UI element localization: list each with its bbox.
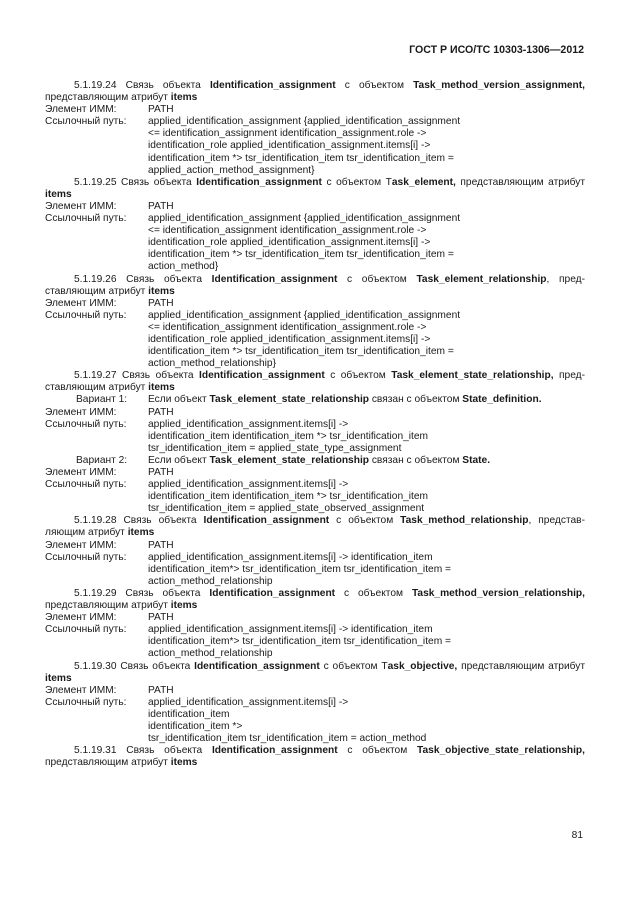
value-line: applied_identification_assignment {applied_identification_assignment [148, 309, 461, 321]
variant-text [148, 455, 585, 467]
field-label: Элемент ИММ: [45, 200, 117, 212]
heading-text: 5.1.19.25 Связь объекта [74, 176, 197, 188]
field-row [45, 467, 585, 479]
heading-text: с объектом [335, 587, 412, 599]
heading-term: Identification_assignment [211, 273, 338, 285]
field-row [45, 419, 585, 455]
field-value [148, 201, 585, 213]
clause-heading [45, 661, 585, 685]
heading-text: представляющим атрибут [45, 600, 171, 612]
value-line: <= identification_assignment identification_assignment.role -> [148, 321, 427, 333]
value-line: action_method_relationship} [148, 358, 277, 370]
heading-text: 5.1.19.31 Связь объекта [74, 745, 212, 757]
field-row [45, 213, 585, 273]
heading-text: пред-ставляющим атрибут [45, 370, 585, 394]
field-label: Ссылочный путь: [45, 309, 127, 321]
value-line: PATH [148, 612, 174, 624]
field-value [148, 685, 585, 697]
field-label: Элемент ИММ: [45, 684, 117, 696]
heading-text: 5.1.19.24 Связь объекта [74, 80, 210, 91]
value-line: PATH [148, 297, 174, 309]
variant-row [45, 455, 585, 467]
value-line: PATH [148, 539, 174, 551]
variant-label: Вариант 1: [76, 394, 128, 406]
field-label: Ссылочный путь: [45, 624, 127, 636]
value-line: applied_identification_assignment {applied_identification_assignment [148, 213, 461, 225]
heading-text: 5.1.19.26 Связь объекта [74, 273, 212, 285]
variant-fragment: Если объект [148, 394, 210, 406]
clause-heading [45, 370, 585, 394]
field-value [148, 116, 585, 176]
heading-text: представляющим атрибут [455, 176, 586, 188]
value-line: action_method} [148, 261, 219, 273]
field-row [45, 685, 585, 697]
field-value [148, 298, 585, 310]
field-label: Ссылочный путь: [45, 696, 127, 708]
field-label: Элемент ИММ: [45, 406, 117, 418]
field-row [45, 479, 585, 515]
value-line: identification_item *> tsr_identification_item tsr_identification_item = [148, 152, 454, 164]
heading-text: 5.1.19.30 Связь объекта [74, 660, 195, 672]
value-line: PATH [148, 200, 174, 212]
heading-term: items [170, 757, 198, 769]
heading-term: ask_element, [391, 176, 456, 188]
heading-term: Task_element_state_relationship, [391, 370, 554, 382]
field-row [45, 552, 585, 588]
heading-text: представляющим атрибут [457, 660, 586, 672]
heading-text: , представ-ляющим атрибут [45, 515, 585, 539]
heading-term: items [45, 672, 72, 684]
heading-term: items [45, 188, 72, 200]
field-value [148, 697, 585, 745]
heading-text: с объектом [337, 273, 417, 285]
variant-text [148, 394, 585, 406]
field-value [148, 407, 585, 419]
field-value [148, 419, 585, 455]
value-line: identification_role applied_identification_assignment.items[i] -> [148, 237, 431, 249]
value-line: tsr_identification_item tsr_identification_item = action_method [148, 733, 427, 745]
value-line: identification_item *> [148, 720, 243, 732]
value-line: applied_identification_assignment.items[i] -> [148, 479, 349, 491]
heading-text: представляющим атрибут [45, 757, 171, 769]
value-line: <= identification_assignment identification_assignment.role -> [148, 225, 427, 237]
heading-term: Identification_assignment [203, 515, 330, 527]
page-number: 81 [571, 830, 583, 841]
field-value [148, 552, 585, 588]
field-label: Элемент ИММ: [45, 612, 117, 624]
field-label: Ссылочный путь: [45, 479, 127, 491]
field-value [148, 310, 585, 370]
field-label: Ссылочный путь: [45, 213, 127, 225]
field-row [45, 624, 585, 660]
clause-heading [45, 745, 585, 769]
field-value [148, 624, 585, 660]
heading-term: Identification_assignment [194, 660, 320, 672]
variant-row [45, 394, 585, 406]
field-row [45, 104, 585, 116]
value-line: tsr_identification_item = applied_state_observed_assignment [148, 503, 425, 515]
value-line: identification_item [148, 708, 230, 720]
clause-heading [45, 80, 585, 104]
field-label: Элемент ИММ: [45, 297, 117, 309]
field-value [148, 479, 585, 515]
heading-term: items [127, 527, 155, 539]
heading-text: с объектом Т [319, 660, 388, 672]
variant-term: State_definition. [462, 394, 542, 406]
heading-text: с объектом Т [321, 176, 392, 188]
value-line: identification_item identification_item *> tsr_identification_item [148, 491, 429, 503]
value-line: identification_role applied_identification_assignment.items[i] -> [148, 140, 431, 152]
field-label: Элемент ИММ: [45, 539, 117, 551]
heading-text: с объектом [337, 745, 418, 757]
clause-heading [45, 588, 585, 612]
heading-term: ask_objective, [387, 660, 458, 672]
value-line: identification_item *> tsr_identification_item tsr_identification_item = [148, 346, 454, 358]
value-line: action_method_relationship [148, 575, 273, 587]
field-row [45, 540, 585, 552]
value-line: PATH [148, 467, 174, 478]
field-row [45, 201, 585, 213]
value-line: tsr_identification_item = applied_state_type_assignment [148, 442, 402, 454]
heading-text: с объектом [324, 370, 392, 382]
heading-term: Task_element_relationship [416, 273, 547, 285]
heading-term: items [148, 285, 175, 297]
clause-heading [45, 177, 585, 201]
value-line: PATH [148, 104, 174, 116]
value-line: action_method_relationship [148, 648, 273, 660]
variant-label: Вариант 2: [76, 454, 128, 466]
heading-term: Task_method_version_relationship, [411, 587, 585, 599]
variant-fragment: Если объект [148, 454, 210, 466]
field-row [45, 407, 585, 419]
value-line: PATH [148, 406, 174, 418]
field-label: Элемент ИММ: [45, 467, 117, 478]
heading-text: 5.1.19.29 Связь объекта [74, 587, 210, 599]
value-line: identification_item*> tsr_identification_item tsr_identification_item = [148, 636, 451, 648]
variant-term: Task_element_state_relationship [209, 394, 369, 406]
variant-fragment: связан с объектом [369, 454, 463, 466]
field-row [45, 612, 585, 624]
field-value [148, 540, 585, 552]
value-line: PATH [148, 684, 174, 696]
heading-text: с объектом [335, 80, 414, 91]
variant-fragment: связан с объектом [369, 394, 463, 406]
value-line: applied_identification_assignment.items[i] -> [148, 418, 349, 430]
heading-text: представляющим атрибут [45, 92, 171, 104]
variant-term: State. [462, 454, 491, 466]
field-row [45, 298, 585, 310]
heading-term: Identification_assignment [209, 80, 336, 91]
heading-term: Identification_assignment [196, 176, 322, 188]
value-line: identification_item *> tsr_identification_item tsr_identification_item = [148, 249, 454, 261]
field-row [45, 310, 585, 370]
value-line: identification_item*> tsr_identification_item tsr_identification_item = [148, 563, 451, 575]
heading-term: items [148, 382, 175, 394]
value-line: identification_item identification_item *> tsr_identification_item [148, 430, 429, 442]
value-line: applied_identification_assignment.items[i] -> identification_item [148, 551, 433, 563]
document-header: ГОСТ Р ИСО/ТС 10303-1306—2012 [409, 44, 584, 56]
field-value [148, 213, 585, 273]
field-label: Ссылочный путь: [45, 116, 127, 128]
value-line: applied_identification_assignment {applied_identification_assignment [148, 116, 461, 128]
heading-text: с объектом [329, 515, 401, 527]
heading-term: items [170, 600, 198, 612]
value-line: identification_role applied_identification_assignment.items[i] -> [148, 333, 431, 345]
value-line: applied_identification_assignment.items[i] -> identification_item [148, 624, 433, 636]
field-label: Ссылочный путь: [45, 551, 127, 563]
heading-term: Identification_assignment [209, 587, 336, 599]
field-row [45, 697, 585, 745]
heading-text: 5.1.19.28 Связь объекта [74, 515, 204, 527]
field-value [148, 612, 585, 624]
heading-term: items [170, 92, 198, 104]
heading-term: Task_method_relationship [400, 515, 529, 527]
heading-term: Identification_assignment [199, 370, 325, 382]
field-label: Элемент ИММ: [45, 104, 117, 116]
field-value [148, 467, 585, 479]
field-label: Ссылочный путь: [45, 418, 127, 430]
clause-heading [45, 274, 585, 298]
heading-term: Identification_assignment [211, 745, 338, 757]
value-line: applied_action_method_assignment} [148, 164, 315, 176]
heading-text: , пред-ставляющим атрибут [45, 273, 585, 297]
value-line: applied_identification_assignment.items[i] -> [148, 696, 349, 708]
value-line: <= identification_assignment identification_assignment.role -> [148, 128, 427, 140]
heading-term: Task_method_version_assignment, [413, 80, 585, 91]
variant-term: Task_element_state_relationship [209, 454, 369, 466]
clause-heading [45, 515, 585, 539]
field-value [148, 104, 585, 116]
heading-term: Task_objective_state_relationship, [417, 745, 585, 757]
document-body [45, 80, 585, 769]
field-row [45, 116, 585, 176]
heading-text: 5.1.19.27 Связь объекта [74, 370, 200, 382]
